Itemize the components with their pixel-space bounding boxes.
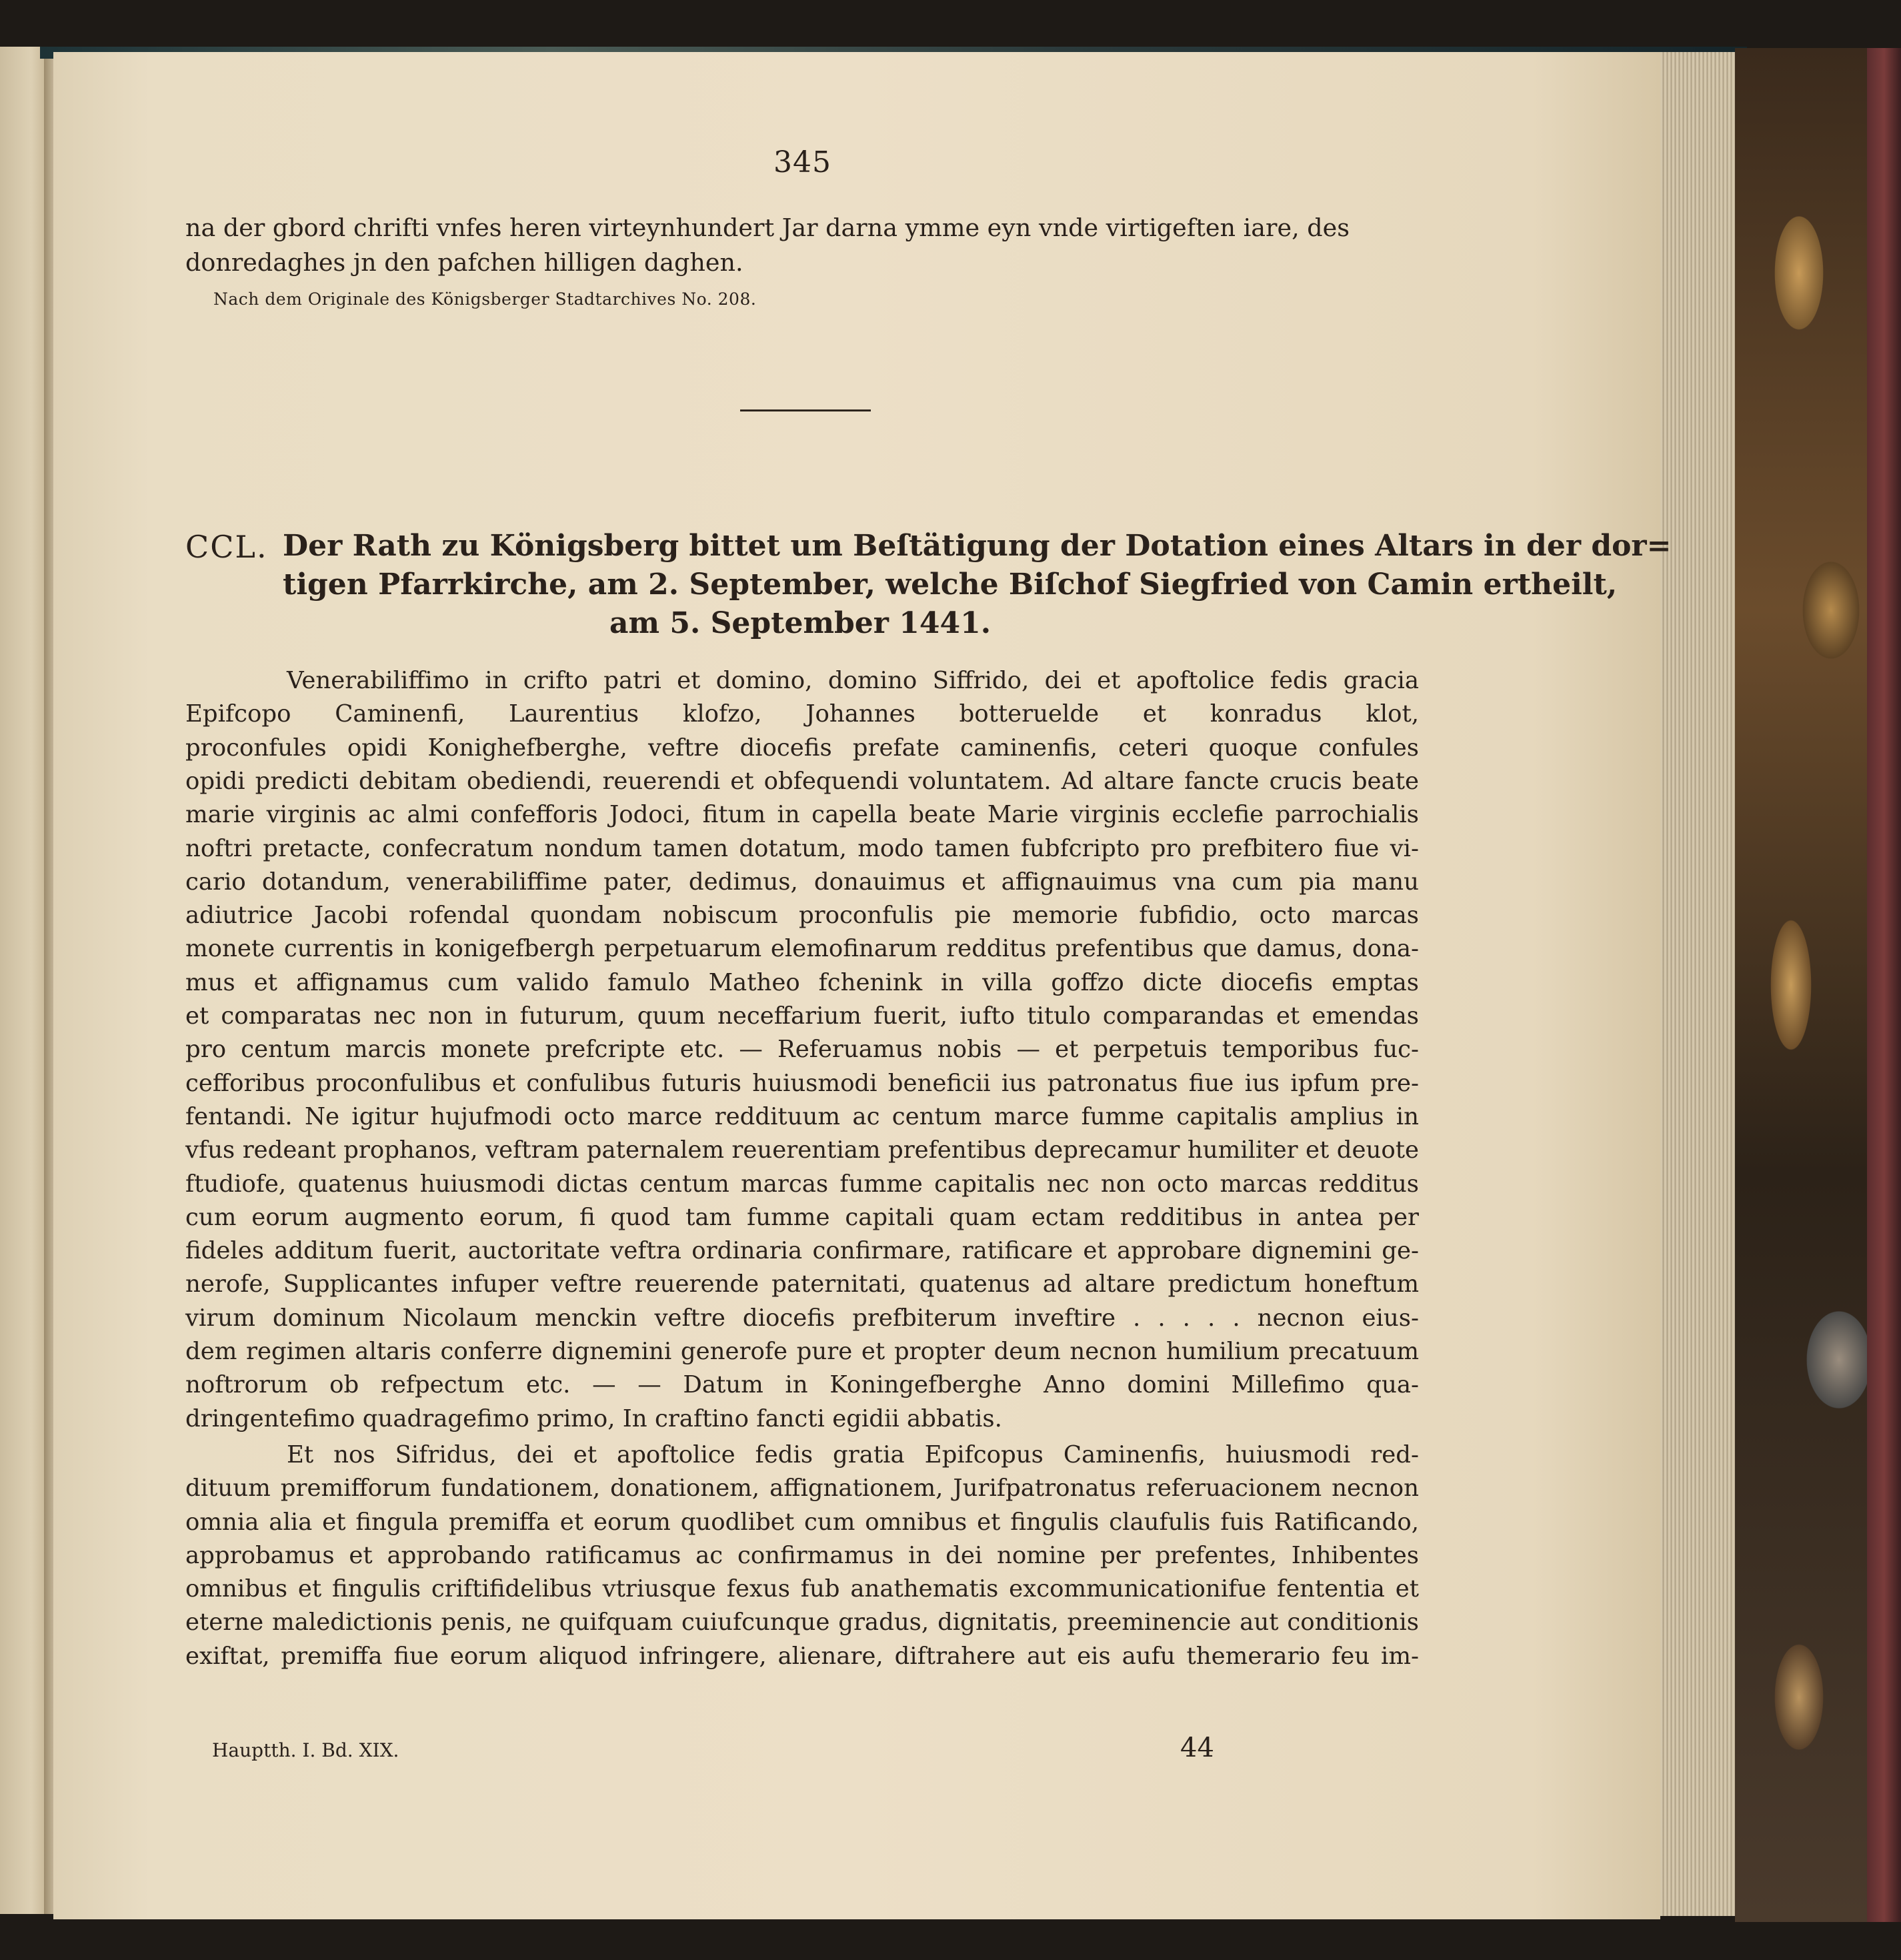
carryover-line-2: donredaghes jn den pafchen hilligen daghen. — [185, 248, 743, 277]
paragraph-1-line: marie virginis ac almi confefforis Jodoci, fitum in capella beate Marie virginis ecclefie parrochialis — [185, 801, 1419, 829]
paragraph-2-line: eterne maledictionis penis, ne quifquam cuiufcunque gradus, dignitatis, preeminencie aut conditionis — [185, 1609, 1419, 1637]
footer-signature-mark: Hauptth. I. Bd. XIX. — [212, 1739, 399, 1761]
footer-sheet-number: 44 — [1180, 1733, 1214, 1763]
paragraph-2-line: omnibus et fingulis criftifidelibus vtriusque fexus fub anathematis excommunicationifue fententia et — [185, 1575, 1419, 1603]
paragraph-1-line: pro centum marcis monete prefcripte etc. — Referuamus nobis — et perpetuis temporibus fuc- — [185, 1036, 1419, 1064]
paragraph-1-line: fideles additum fuerit, auctoritate veftra ordinaria confirmare, ratificare et approbare dignemini ge- — [185, 1237, 1419, 1265]
paragraph-2-line: omnia alia et fingula premiffa et eorum quodlibet cum omnibus et fingulis claufulis fuis Ratificando, — [185, 1508, 1419, 1536]
document-heading-line-1: Der Rath zu Königsberg bittet um Beſtätigung der Dotation eines Altars in der dor= — [283, 529, 1672, 563]
paragraph-1-line: dem regimen altaris conferre dignemini generofe pure et propter deum necnon humilium precatuum — [185, 1338, 1419, 1365]
section-divider — [740, 409, 871, 411]
paragraph-1-line: virum dominum Nicolaum menckin veftre diocefis prefbiterum inveftire . . . . . necnon eius- — [185, 1304, 1419, 1332]
paragraph-2-line: dituum premifforum fundationem, donationem, affignationem, Jurifpatronatus referuacionem necnon — [185, 1475, 1419, 1503]
paragraph-1-line: vfus redeant prophanos, veftram paternalem reuerentiam prefentibus deprecamur humiliter et deuote — [185, 1136, 1419, 1164]
paragraph-1-line: proconfules opidi Konighefberghe, veftre diocefis prefate caminenfis, ceteri quoque confules — [185, 734, 1419, 762]
paragraph-1-line: dringentefimo quadragefimo primo, In craftino fancti egidii abbatis. — [185, 1404, 1002, 1432]
paragraph-1-line: Epifcopo Caminenfi, Laurentius klofzo, Johannes botteruelde et konradus klot, — [185, 700, 1419, 728]
paragraph-1-line: noftrorum ob refpectum etc. — — Datum in Koningefberghe Anno domini Millefimo qua- — [185, 1371, 1419, 1399]
paragraph-1-line: Venerabiliffimo in crifto patri et domino, domino Siffrido, dei et apoftolice fedis gracia — [287, 667, 1419, 694]
paragraph-1-line: ftudiofe, quatenus huiusmodi dictas centum marcas fumme capitalis nec non octo marcas redditus — [185, 1170, 1419, 1198]
document-heading-line-2: tigen Pfarrkirche, am 2. September, welche Biſchof Siegfried von Camin ertheilt, — [283, 568, 1618, 602]
paragraph-2-line: approbamus et approbando ratificamus ac confirmamus in dei nomine per prefentes, Inhibentes — [185, 1541, 1419, 1569]
page-number: 345 — [773, 145, 831, 179]
paragraph-2-line: exiftat, premiffa fiue eorum aliquod infringere, alienare, diftrahere aut eis aufu themerario feu im- — [185, 1642, 1419, 1670]
paragraph-1-line: opidi predicti debitam obediendi, reuerendi et obfequendi voluntatem. Ad altare fancte crucis beate — [185, 767, 1419, 795]
document-heading-line-3: am 5. September 1441. — [609, 606, 992, 640]
source-note: Nach dem Originale des Königsberger Stadtarchives No. 208. — [213, 289, 757, 309]
paragraph-1-line: mus et affignamus cum valido famulo Matheo fchenink in villa goffzo dicte diocefis emptas — [185, 968, 1419, 996]
paragraph-1-line: fentandi. Ne igitur hujufmodi octo marce reddituum ac centum marce fumme capitalis amplius in — [185, 1102, 1419, 1130]
paragraph-2-line: Et nos Sifridus, dei et apoftolice fedis gratia Epifcopus Caminenfis, huiusmodi red- — [287, 1440, 1419, 1468]
paragraph-1-line: monete currentis in konigefbergh perpetuarum elemofinarum redditus prefentibus que damus, dona- — [185, 935, 1419, 963]
carryover-line-1: na der gbord chrifti vnfes heren virteynhundert Jar darna ymme eyn vnde virtigeften iare, des — [185, 213, 1350, 242]
paragraph-1-line: noftri pretacte, confecratum nondum tamen dotatum, modo tamen fubfcripto pro prefbitero fiue vi- — [185, 834, 1419, 862]
paragraph-1-line: nerofe, Supplicantes infuper veftre reuerende paternitati, quatenus ad altare predictum honeftum — [185, 1270, 1419, 1298]
paragraph-1-line: cum eorum augmento eorum, fi quod tam fumme capitali quam ectam redditibus in antea per — [185, 1203, 1419, 1231]
paragraph-1-line: cario dotandum, venerabiliffime pater, dedimus, donauimus et affignauimus vna cum pia manu — [185, 868, 1419, 896]
document-number: CCL. — [185, 529, 268, 565]
paragraph-1-line: et comparatas nec non in futurum, quum neceffarium fuerit, iufto titulo comparandas et emendas — [185, 1002, 1419, 1030]
paragraph-1-line: cefforibus proconfulibus et confulibus futuris huiusmodi beneficii ius patronatus fiue ius ipfum pre- — [185, 1069, 1419, 1097]
paragraph-1-line: adiutrice Jacobi rofendal quondam nobiscum proconfulis pie memorie fubfidio, octo marcas — [185, 902, 1419, 930]
